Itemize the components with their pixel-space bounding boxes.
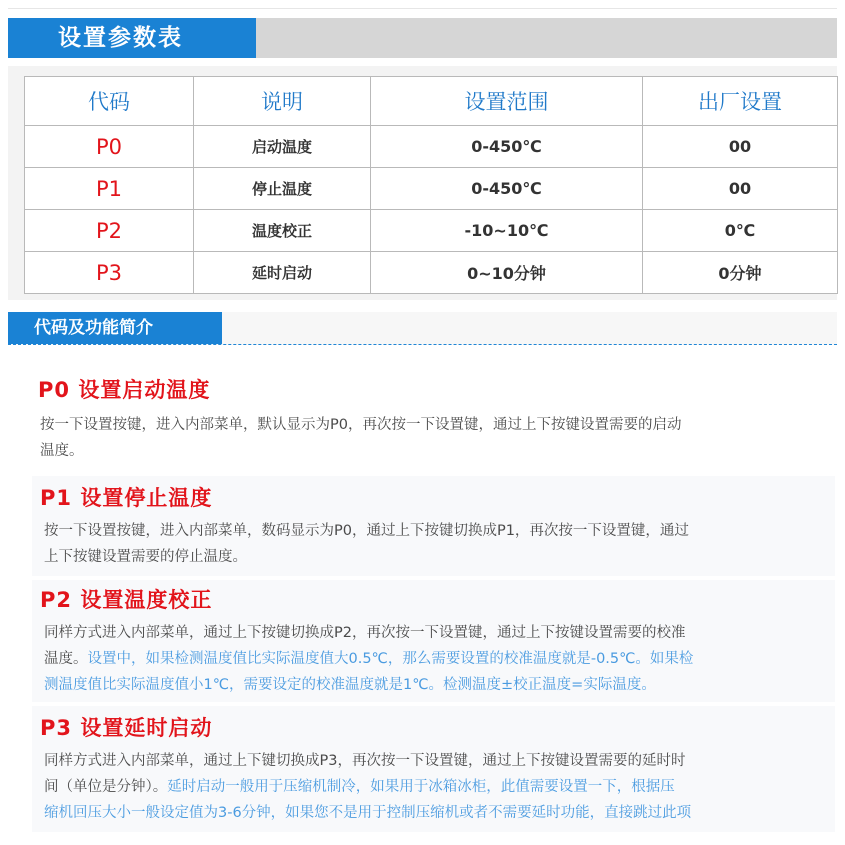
cell-code: P1 [25, 168, 194, 210]
p3-description [44, 748, 834, 826]
cell-description: 延时启动 [194, 252, 371, 294]
p1-panel [32, 476, 835, 576]
cell-code: P0 [25, 126, 194, 168]
parameter-table [24, 76, 838, 294]
p1-title: P1 设置停止温度 [40, 486, 213, 510]
cell-description: 停止温度 [194, 168, 371, 210]
cell-default: 00 [643, 168, 838, 210]
p3-line-3: 缩机回压大小一般设定值为3-6分钟，如果您不是用于控制压缩机或者不需要延时功能，直接跳过此项 [44, 805, 692, 821]
section-header-bar [8, 312, 837, 345]
p3-title: P3 设置延时启动 [40, 716, 213, 740]
p0-line-1: 按一下设置按键，进入内部菜单，默认显示为P0，再次按一下设置键，通过上下按键设置需要的启动 [40, 417, 682, 433]
p0-panel [36, 366, 841, 462]
cell-description: 温度校正 [194, 210, 371, 252]
table-header-row [25, 77, 838, 126]
p3-panel [32, 706, 835, 832]
top-divider [8, 8, 837, 9]
p2-description [44, 620, 834, 698]
p2-line-2 [44, 646, 834, 672]
p2-line-1: 同样方式进入内部菜单，通过上下按键切换成P2，再次按一下设置键，通过上下按键设置需要的校准 [44, 625, 686, 641]
header-banner [8, 18, 837, 58]
table-row [25, 252, 838, 294]
table-row [25, 168, 838, 210]
table-row [25, 210, 838, 252]
p2-note-highlight: 设置中，如果检测温度值比实际温度值大0.5℃，那么需要设置的校准温度就是-0.5℃。如果检 [87, 651, 694, 667]
table-row [25, 126, 838, 168]
p3-line-1: 同样方式进入内部菜单，通过上下键切换成P3，再次按一下设置键，通过上下按键设置需要的延时时 [44, 753, 686, 769]
cell-code: P3 [25, 252, 194, 294]
p3-line-2-lead: 间（单位是分钟）。 [44, 779, 168, 795]
page-title: 设置参数表 [8, 18, 256, 58]
p2-panel [32, 580, 835, 702]
p0-description [40, 412, 830, 464]
cell-code: P2 [25, 210, 194, 252]
section-title: 代码及功能简介 [8, 312, 222, 344]
p3-note-highlight: 延时启动一般用于压缩机制冷，如果用于冰箱冰柜，此值需要设置一下，根据压 [167, 779, 675, 795]
p2-line-3: 测温度值比实际温度值小1℃，需要设定的校准温度就是1℃。检测温度±校正温度=实际温度。 [44, 677, 656, 693]
p1-description [44, 518, 834, 570]
p0-line-2: 温度。 [40, 443, 84, 459]
cell-description: 启动温度 [194, 126, 371, 168]
p1-line-1: 按一下设置按键，进入内部菜单，数码显示为P0，通过上下按键切换成P1，再次按一下设置键，通过 [44, 523, 689, 539]
parameter-table-container [8, 66, 837, 300]
cell-default: 00 [643, 126, 838, 168]
column-header-code: 代码 [25, 77, 194, 126]
cell-range: 0~10分钟 [371, 252, 643, 294]
cell-range: -10~10℃ [371, 210, 643, 252]
cell-range: 0-450℃ [371, 168, 643, 210]
cell-range: 0-450℃ [371, 126, 643, 168]
p2-line-2-lead: 温度。 [44, 651, 88, 667]
p3-line-2 [44, 774, 834, 800]
cell-default: 0分钟 [643, 252, 838, 294]
cell-default: 0℃ [643, 210, 838, 252]
p1-line-2: 上下按键设置需要的停止温度。 [44, 549, 247, 565]
p2-title: P2 设置温度校正 [40, 588, 213, 612]
p0-title: P0 设置启动温度 [38, 378, 211, 402]
column-header-default: 出厂设置 [643, 77, 838, 126]
column-header-description: 说明 [194, 77, 371, 126]
column-header-range: 设置范围 [371, 77, 643, 126]
